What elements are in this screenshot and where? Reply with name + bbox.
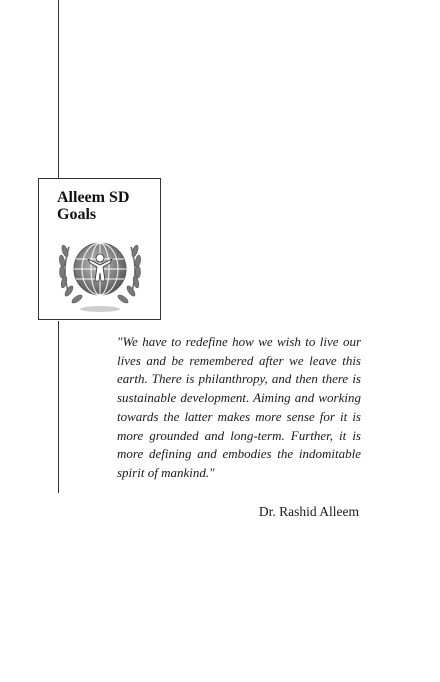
laurel-globe-emblem-icon xyxy=(55,229,145,315)
logo-title: Alleem SD Goals xyxy=(57,189,130,223)
quote-text: "We have to redefine how we wish to live our lives and be remembered after we leave this earth. There is philanthropy, and then there is sustainable development. Aiming and working towards the latter makes more sense for it is more grounded and long-term. Further, it is more defining and embodies the indomitable spirit of mankind." xyxy=(117,334,361,480)
logo-box xyxy=(38,178,161,320)
quote-author: Dr. Rashid Alleem xyxy=(258,504,359,519)
vertical-rule-bottom xyxy=(58,321,59,493)
vertical-rule-top xyxy=(58,0,59,178)
